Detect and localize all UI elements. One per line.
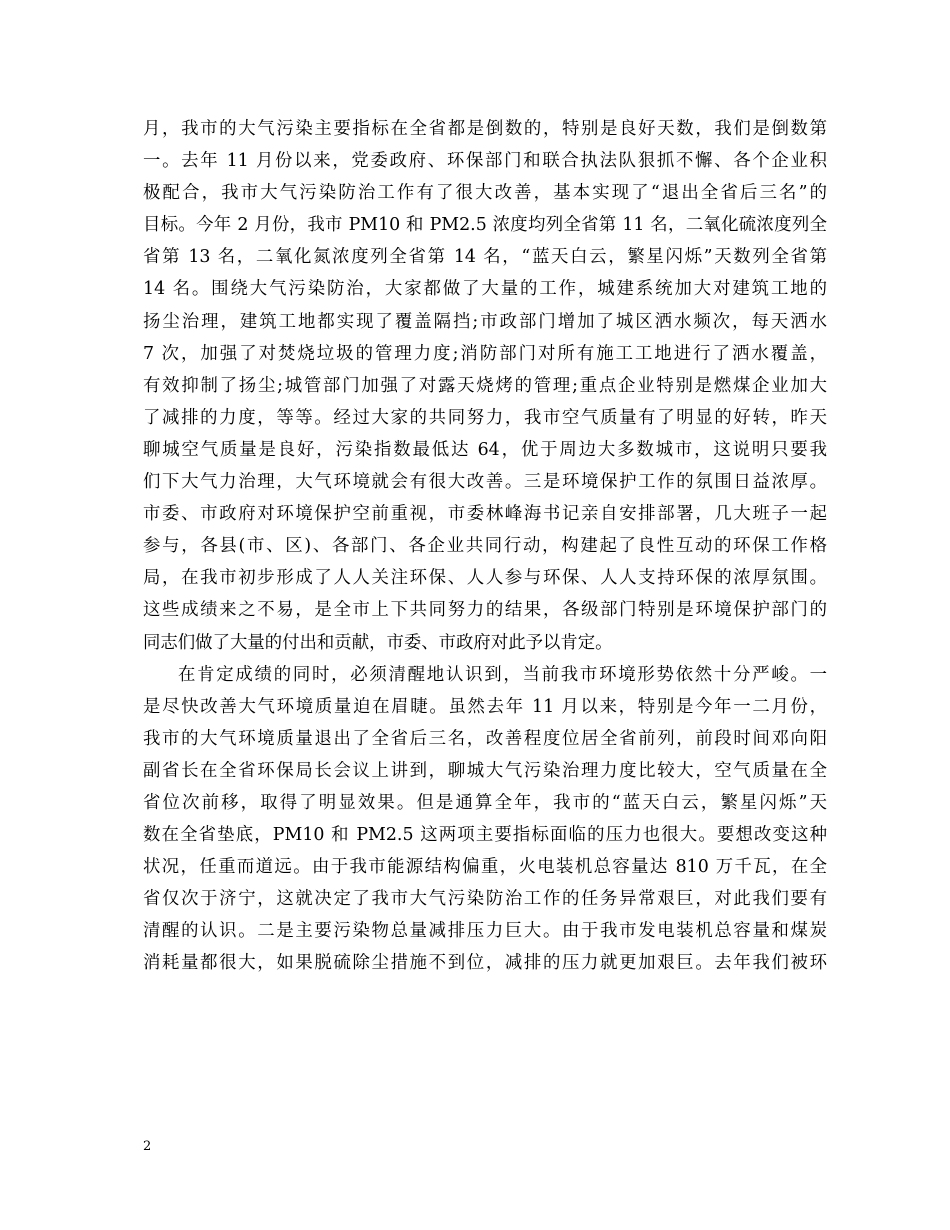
text-line: 局，在我市初步形成了人人关注环保、人人参与环保、人人支持环保的浓厚氛围。 — [143, 568, 827, 589]
text-line: 扬尘治理，建筑工地都实现了覆盖隔挡;市政部门增加了城区洒水频次，每天洒水 — [143, 311, 827, 332]
text-line: 月，我市的大气污染主要指标在全省都是倒数的，特别是良好天数，我们是倒数第 — [143, 119, 827, 139]
text-line: 省仅次于济宁，这就决定了我市大气污染防治工作的任务异常艰巨，对此我们要有 — [143, 889, 827, 910]
text-line: 一。去年 11 月份以来，党委政府、环保部门和联合执法队狠抓不懈、各个企业积 — [143, 151, 827, 172]
text-line: 是尽快改善大气环境质量迫在眉睫。虽然去年 11 月以来，特别是今年一二月份， — [143, 696, 827, 717]
text-line: 省位次前移，取得了明显效果。但是通算全年，我市的“蓝天白云，繁星闪烁”天 — [143, 792, 827, 813]
text-line: 目标。今年 2 月份，我市 PM10 和 PM2.5 浓度均列全省第 11 名，二氧化硫浓度列全 — [143, 215, 827, 236]
text-line: 们下大气力治理，大气环境就会有很大改善。三是环境保护工作的氛围日益浓厚。 — [143, 472, 827, 493]
text-line: 有效抑制了扬尘;城管部门加强了对露天烧烤的管理;重点企业特别是燃煤企业加大 — [143, 375, 827, 396]
text-line: 7 次，加强了对焚烧垃圾的管理力度;消防部门对所有施工工地进行了洒水覆盖， — [143, 343, 827, 364]
text-line: 参与，各县(市、区)、各部门、各企业共同行动，构建起了良性互动的环保工作格 — [143, 536, 827, 557]
text-line: 在肯定成绩的同时，必须清醒地认识到，当前我市环境形势依然十分严峻。一 — [178, 664, 827, 685]
text-line: 状况，任重而道远。由于我市能源结构偏重，火电装机总容量达 810 万千瓦，在全 — [143, 857, 827, 878]
text-line: 清醒的认识。二是主要污染物总量减排压力巨大。由于我市发电装机总容量和煤炭 — [143, 921, 827, 942]
text-line: 这些成绩来之不易，是全市上下共同努力的结果，各级部门特别是环境保护部门的 — [143, 600, 827, 621]
text-line: 同志们做了大量的付出和贡献，市委、市政府对此予以肯定。 — [143, 632, 613, 653]
text-line: 市委、市政府对环境保护空前重视，市委林峰海书记亲自安排部署，几大班子一起 — [143, 504, 827, 525]
page-number: 2 — [143, 1139, 152, 1154]
text-line: 聊城空气质量是良好，污染指数最低达 64，优于周边大多数城市，这说明只要我 — [143, 439, 827, 460]
text-line: 省第 13 名，二氧化氮浓度列全省第 14 名，“蓝天白云，繁星闪烁”天数列全省第 — [143, 247, 827, 268]
body-text — [143, 113, 827, 980]
text-line: 消耗量都很大，如果脱硫除尘措施不到位，减排的压力就更加艰巨。去年我们被环 — [143, 953, 827, 974]
text-line: 了减排的力度，等等。经过大家的共同努力，我市空气质量有了明显的好转，昨天 — [143, 407, 827, 428]
text-line: 我市的大气环境质量退出了全省后三名，改善程度位居全省前列，前段时间邓向阳 — [143, 728, 827, 749]
text-line: 副省长在全省环保局长会议上讲到，聊城大气污染治理力度比较大，空气质量在全 — [143, 760, 827, 781]
text-line: 极配合，我市大气污染防治工作有了很大改善，基本实现了“退出全省后三名”的 — [143, 183, 827, 204]
text-line: 数在全省垫底，PM10 和 PM2.5 这两项主要指标面临的压力也很大。要想改变这种 — [143, 825, 827, 846]
text-line: 14 名。围绕大气污染防治，大家都做了大量的工作，城建系统加大对建筑工地的 — [143, 279, 827, 300]
